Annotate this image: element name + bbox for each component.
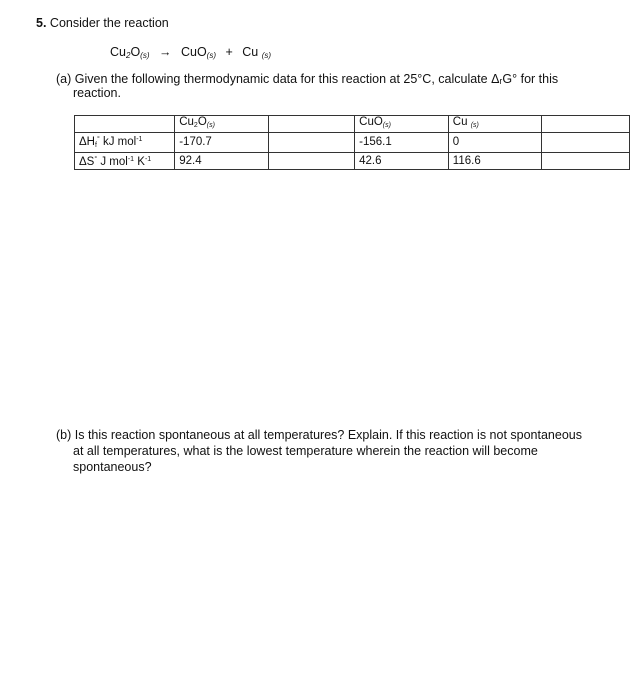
- reaction-arrow: →: [158, 45, 172, 59]
- value-dh-cu: 0: [448, 133, 541, 153]
- question-title: Consider the reaction: [49, 16, 169, 30]
- part-b-line3: spontaneous?: [73, 460, 152, 474]
- reactant-formula: Cu2O: [110, 45, 141, 60]
- product1-state: (s): [206, 51, 216, 60]
- value-dh-cu2o: -170.7: [175, 133, 269, 153]
- empty-cell: [541, 133, 629, 153]
- reaction-equation: [110, 45, 271, 60]
- question-number: 5.: [36, 16, 47, 30]
- row-label-enthalpy: $\Delta H_f^\circ$ kJ mol$^{-1}$: [75, 133, 175, 153]
- empty-cell: [541, 116, 629, 133]
- value-ds-cu: 116.6: [448, 153, 541, 170]
- product2-formula: Cu: [242, 45, 259, 59]
- plus-sign: +: [225, 45, 233, 59]
- empty-cell: [269, 153, 355, 170]
- thermo-data-table: [74, 115, 630, 170]
- part-b-line2: at all temperatures, what is the lowest temperature wherein the reaction will become: [73, 444, 538, 458]
- part-a-line1: (a) Given the following thermodynamic data for this reaction at 25°C, calculate ΔᵣG° for this: [56, 72, 559, 86]
- table-row-enthalpy: [75, 133, 630, 153]
- empty-cell: [541, 153, 629, 170]
- value-dh-cuo: -156.1: [355, 133, 449, 153]
- product2-state: (s): [261, 51, 272, 60]
- empty-cell: [269, 133, 355, 153]
- row-label-entropy: ΔS° J mol$^{-1}$ $K^{-1}$: [75, 153, 175, 170]
- reactant-state: (s): [140, 51, 150, 60]
- header-cu2o: $Cu_2O(s)$: [175, 116, 269, 133]
- corner-cell: [75, 116, 175, 133]
- part-a-line2: reaction.: [73, 86, 121, 100]
- header-cu: Cu (s): [448, 116, 541, 133]
- part-b-line1: (b) Is this reaction spontaneous at all temperatures? Explain. If this reaction is not spontaneous: [56, 428, 582, 442]
- question-heading: [36, 16, 169, 30]
- header-cuo: CuO(s): [355, 116, 449, 133]
- value-ds-cu2o: 92.4: [175, 153, 269, 170]
- part-b-prompt: [56, 427, 596, 475]
- part-a-prompt: [56, 72, 576, 100]
- table-header-row: [75, 116, 630, 133]
- table-row-entropy: [75, 153, 630, 170]
- product1-formula: CuO: [180, 45, 207, 59]
- empty-cell: [269, 116, 355, 133]
- value-ds-cuo: 42.6: [355, 153, 449, 170]
